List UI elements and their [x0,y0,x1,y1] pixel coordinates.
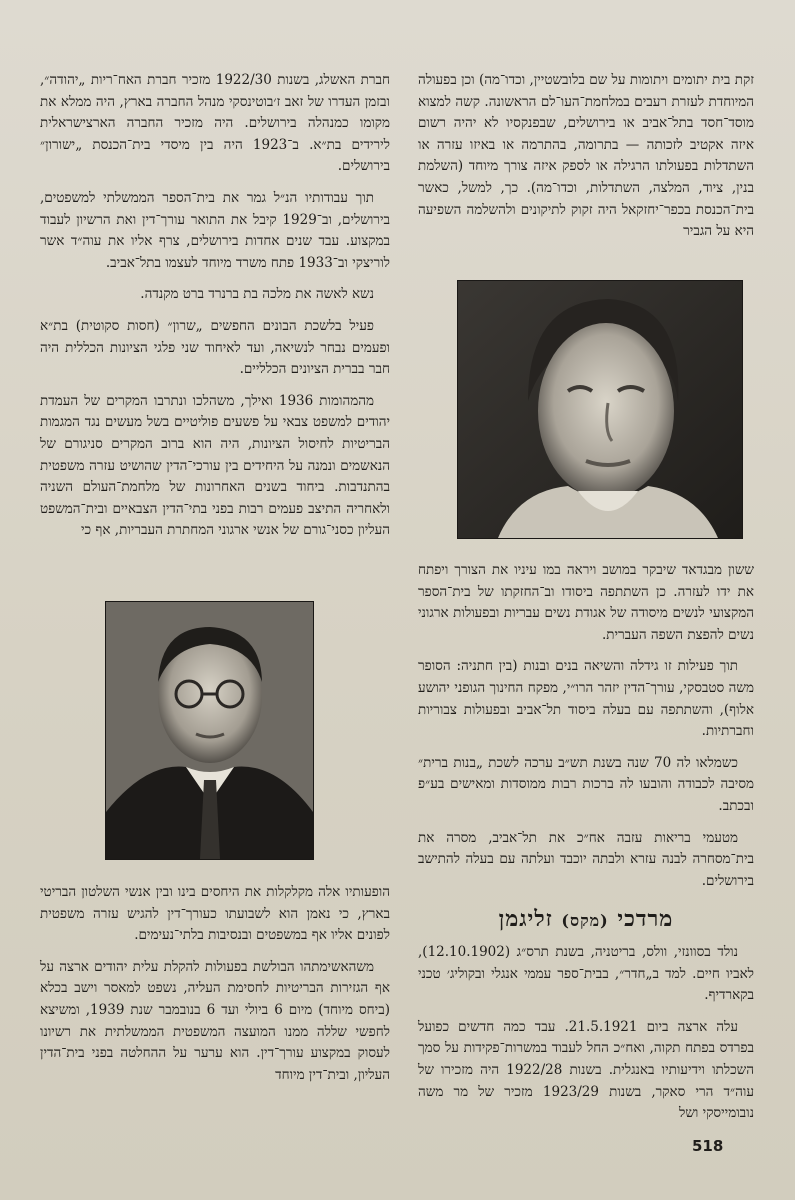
paragraph: הופעותיו אלה מקלקלות את היחסים בינו ובין אנשי השלטון הבריטי בארץ, כי נאמן הוא לשבועתו כעורך־דין להגיש עזרה משפטית לפונים אליו אף במשפטים ובנסיבות בלתי־נעימים. [40,884,390,944]
heading-nickname: (מקס) [561,911,609,930]
left-column-low [40,882,390,1096]
heading-surname: זליגמן [498,906,553,932]
paragraph: חברת האשלג, בשנות 1922/30 מזכיר חברת האח־ריות „יהודה״, ובזמן העדרו של זאב ז׳בוטינסקי מנהל החברה בארץ, היה ממלא את מקומו כמנהלה בירושלים. היה מזכיר החברה הארצישראלית לירידים בת״א. ב־1923 היה בין מיסדי בית־הכנסת „ישורון״ בירושלים. [40,72,390,175]
portrait-photo-man [105,601,314,860]
paragraph: עלה ארצה ביום 21.5.1921. עבד כמה חדשים כפועל בפרדס בפתח תקוה, ואח״כ החל לעבוד במשרות־פקידות על סמך השכלתו וידיעותיו באנגלית. בשנות 1922/28 היה מזכירו של עוה״ד הרי סאקר, בשנות 1923/29 מזכיר של מר משה נובומייסקי ושל [418,1018,754,1122]
page-number: 518 [692,1137,724,1155]
paragraph: נולד בסוונזי, וולס, בריטניה, בשנת תרס״ג (12.10.1902), לאביו חיים. למד ב„חדר״, בבית־ספר עממי אנגלי ובקוליג׳ טכני בקארדיף. [418,944,754,1004]
biography-heading [418,906,754,932]
paragraph: תוך פעילות זו גידלה והשיאה בנים ובנות (בין חתניה: הסופר משה סטבסקי, עורך־הדין יזהר הרו״י, מפקח החינוך הגופני יהושע אלוף), והשתתפה עם בעלה ביסוד תל־אביב ובפעולות צבוריות וחברתיות. [418,658,754,740]
heading-first-name: מרדכי [617,906,674,932]
paragraph: פעיל בלשכת הבונים החפשים „שרון״ (חסות סקוטית) בת״א ופעמים נבחר לנשיאה, ועד לאיחוד שני פלגי הציונות הכללית היה חבר בברית הציונים הכלליים. [40,317,390,378]
paragraph: מטעמי בריאות עזבה אח״כ את תל־אביב, מסרה את בית־מסחרה לבנה עזרא ולבתה יוכבד ועלתה עם בעלה להתישב בירושלים. [418,829,754,889]
paragraph: נשא לאשה את מלכה בת ברנרד ברט מקנדה. [140,286,374,303]
right-column-top [418,70,754,253]
biography-body [418,942,754,1135]
left-column-top [40,70,390,552]
right-column-low [418,560,754,902]
paragraph: מהמהומות 1936 ואילך, משהלכו ונתרבו המקרים של העמדת יהודים למשפט צבאי על פשעים פוליטיים בשל מעשים נגד המגמות הבריטיות לחיסול הציונות, היה הוא ברוב המקרים סניגורם של הנאשמים ונמנה על היחידים בין עורכי־הדין שהושיט עזרה משפטית בהתנדבות. ביחוד בשנים האחרונות של מלחמת־העולם השניה ולאחריה התיצב פעמים רבות בפני בתי־הדין הצבאיים ובית־המשפט העליון כסני־גורם של אנשי ארגוני המחתרת העבריות, אף כי [40,392,390,539]
paragraph: ששון מבגדאד שיבקר במושב ויראה במו עיניו את הצורך ויפתח את ידו לעזרה. כן השתתפה ביסודו וב־החזקתו של בית־הספר המקצועי לנשים מיסודה של אגודת נשים עבריות ובפעולות ארגוני נשים להפצת השפה העברית. [418,562,754,643]
paragraph: זקת בית יתומים ויתומות על שם בלובשטיין, וכדו־מה) וכן בפעולה המיוחדת לעזרת רעבים במלחמת־העו־לם הראשונה. קשה למצוא מוסד־חסד בתל־אביב או בירושלים, שבפנקסיו לא יהיה רשום איזה אקטיב לזכותה — בתרומה, בהתרמה או באיזו עזרה או השתדלות בפעולתו הרגילה או לספק איזה צורך מיוחד (השלמת בנין, ציוד, המלצה, השתדלות, וכדו־מה). כך, למשל, כאשר בית־הכנסת בכפר־יחזקאל היה זקוק לתיקונים ולהשלמה השפיעה היא על הגביר [418,72,754,240]
paragraph: משהאשימתהו הבולשת בפעולות להקלת עלית יהודים ארצה על אף הגזירות הבריטיות לחסימת העליה, נשפט למאסר וישב בכלא (ביחס מיוחד) מיום 6 ביולי ועד 6 בנובמבר שנת 1939, ומשיצא לחפשי שללה ממנו המועצה המשפטית הממשלתית את רשיונו לעסוק במקצוע עורך־דין. הוא ערער על ההחלטה בפני בית־הדין העליון, ובית־דין מיוחד [40,958,390,1083]
paragraph: תוך עבודותיו הנ״ל גמר את בית־הספר הממשלתי למשפטים, בירושלים, וב־1929 קיבל את התואר עורך־דין ואת הרשיון לעבוד במקצוע. עבד שנים אחדות בירושלים, צרף אליו את עוה״ד אשר לוריצקי וב־1933 פתח משרד מיוחד לעצמו בתל־אביב. [40,189,390,271]
paragraph: כשמלאו לה 70 שנה בשנת תש״ב ערכה לשכת „בנות ברית״ מסיבה לכבודה והובעו לה ברכות רבות ממוסדות ומאישים בע״פ ובכתב. [418,754,754,814]
portrait-photo-woman [457,280,743,539]
